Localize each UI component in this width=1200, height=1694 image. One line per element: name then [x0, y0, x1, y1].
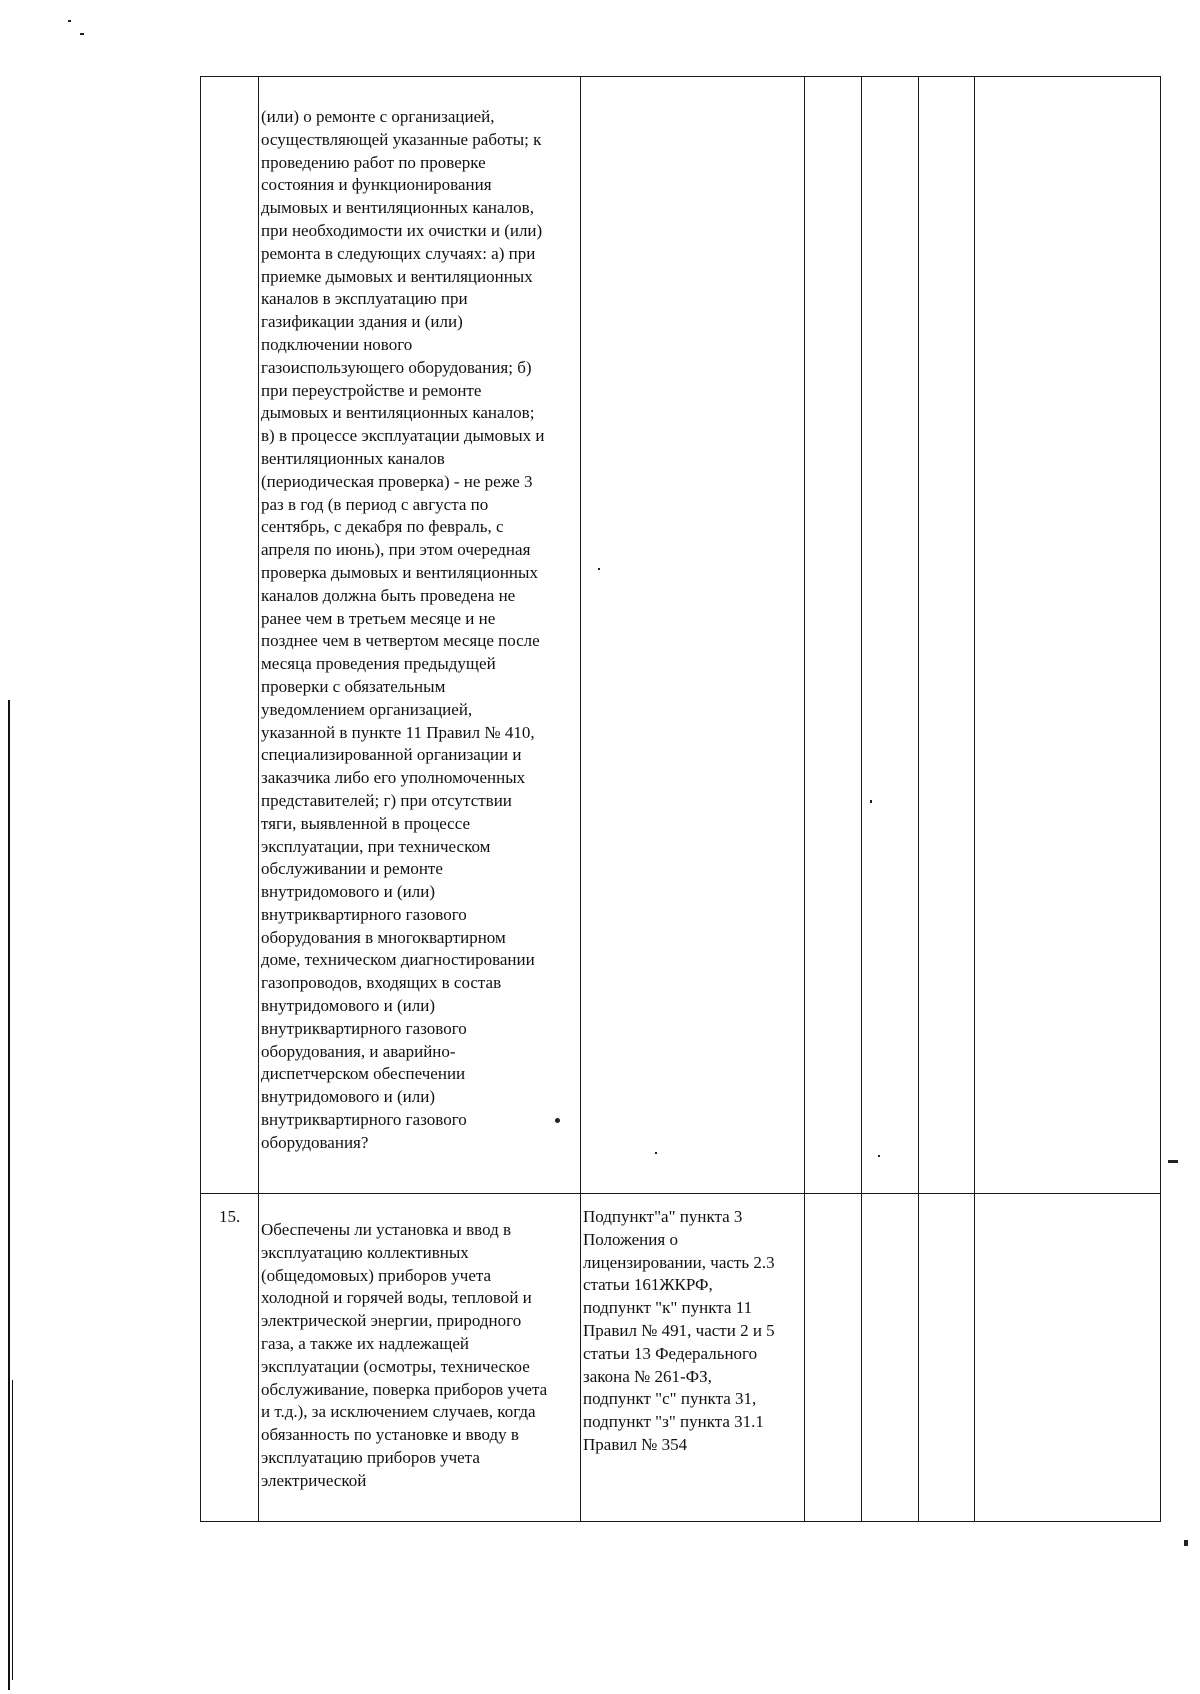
scan-speck [80, 33, 84, 35]
table-row [201, 77, 1161, 1194]
cell-reference [581, 77, 805, 1194]
cell-number [201, 77, 259, 1194]
cell-number [201, 1194, 259, 1522]
cell-notes [975, 1194, 1161, 1522]
cell-answer-b [862, 1194, 919, 1522]
legal-reference-text: Подпункт"а" пункта 3 Положения о лицензировании, часть 2.3 статьи 161ЖКРФ, подпункт "к" пункта 11 Правил № 491, части 2 и 5 статьи 13 Федерального закона № 261-ФЗ, подпункт "с" пункта 31, подпункт "з" пункта 31.1 Правил № 354 [583, 1207, 775, 1454]
cell-answer-c [919, 77, 975, 1194]
checklist-table [200, 76, 1161, 1522]
scan-edge-line [12, 1380, 13, 1680]
cell-answer-a [805, 1194, 862, 1522]
cell-question [259, 1194, 581, 1522]
scan-speck [68, 20, 71, 22]
question-text: (или) о ремонте с организацией, осуществляющей указанные работы; к проведению работ по проверке состояния и функционирования дымовых и вентиляционных каналов, при необходимости их очистки и (или) ремонта в следующих случаях: а) при приемке дымовых и вентиляционных каналов в эксплуатацию при газификации здания и (или) подключении нового газоиспользующего оборудования; б) при переустройстве и ремонте дымовых и вентиляционных каналов; в) в процессе эксплуатации дымовых и вентиляционных каналов (периодическая проверка) - не реже 3 раз в год (в период с августа по сентябрь, с декабря по февраль, с апреля по июнь), при этом очередная проверка дымовых и вентиляционных каналов должна быть проведена не ранее чем в третьем месяце и не позднее чем в четвертом месяце после месяца проведения предыдущей проверки с обязательным уведомлением организацией, указанной в пункте 11 Правил № 410, специализированной организации и заказчика либо его уполномоченных представителей; г) при отсутствии тяги, выявленной в процессе эксплуатации, при техническом обслуживании и ремонте внутридомового и (или) внутриквартирного газового оборудования в многоквартирном доме, техническом диагностировании газопроводов, входящих в состав внутридомового и (или) внутриквартирного газового оборудования, и аварийно- диспетчерском обеспечении внутридомового и (или) внутриквартирного газового оборудования? [261, 107, 545, 1152]
cell-notes [975, 77, 1161, 1194]
cell-answer-b [862, 77, 919, 1194]
table-row [201, 1194, 1161, 1522]
scan-speck [1168, 1160, 1178, 1163]
cell-reference [581, 1194, 805, 1522]
question-text: Обеспечены ли установка и ввод в эксплуатацию коллективных (общедомовых) приборов учета холодной и горячей воды, тепловой и электрической энергии, природного газа, а также их надлежащей эксплуатации (осмотры, техническое обслуживание, поверка приборов учета и т.д.), за исключением случаев, когда обязанность по установке и вводу в эксплуатацию приборов учета электрической [261, 1220, 548, 1490]
scan-speck [1184, 1540, 1188, 1546]
cell-answer-c [919, 1194, 975, 1522]
cell-answer-a [805, 77, 862, 1194]
scan-edge-line [8, 700, 10, 1690]
row-number: 15. [219, 1207, 241, 1226]
cell-question [259, 77, 581, 1194]
